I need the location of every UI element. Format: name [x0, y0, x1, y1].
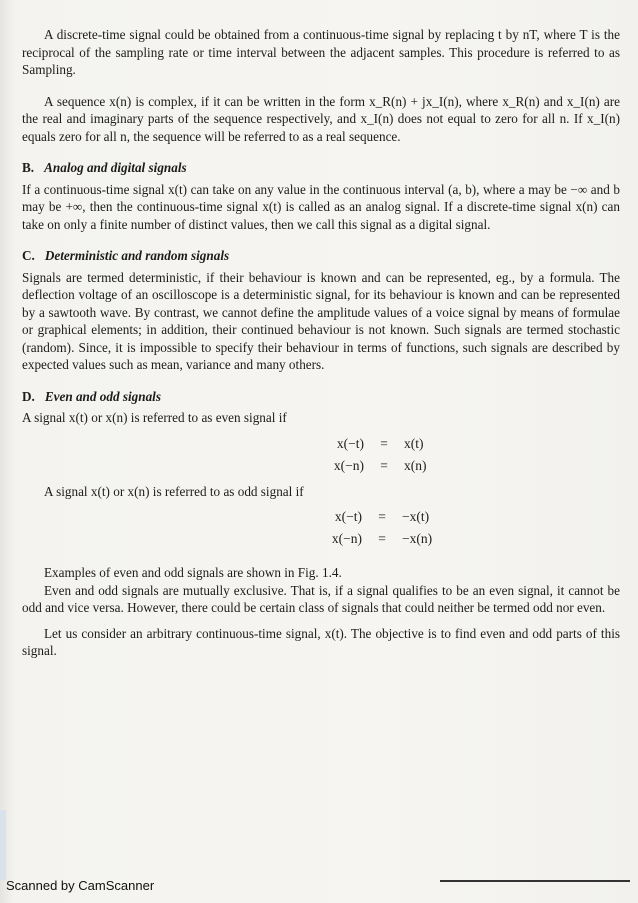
paragraph-complex-sequence: A sequence x(n) is complex, if it can be written in the form x_R(n) + jx_I(n), where x_R(n) and x_I(n) are the real and imaginary parts of the sequence respectively, and x_I(n) does not equal to zero for all n. If x_I(n) equals zero for all n, the sequence will be referred to as a real sequence. — [22, 93, 620, 144]
section-d-heading — [22, 388, 620, 406]
section-d-title: Even and odd signals — [44, 388, 161, 404]
section-c-text: Signals are termed deterministic, if their behaviour is known and can be represented, eg., by a formula. The deflection voltage of an oscilloscope is a deterministic signal, for its behaviour is known and can be represented by a sawtooth wave. By contrast, we cannot define the amplitude values of a voice signal by means of formulae or graphical elements; in addition, their continued behaviour is not known. Such signals are termed stochastic (random). Since, it is impossible to specify their behaviour in terms of functions, such signals are described by expected values such as mean, variance and many others. — [22, 269, 620, 372]
bottom-rule — [440, 880, 630, 882]
even-signal-equations — [274, 433, 620, 477]
section-b-heading — [22, 159, 620, 177]
section-c-title: Deterministic and random signals — [44, 248, 230, 263]
scan-edge-shadow — [0, 810, 6, 880]
eq-sign: = — [380, 435, 388, 451]
eq-sign: = — [378, 509, 386, 524]
eq-lhs: x(−n) — [331, 531, 362, 546]
odd-signal-intro: A signal x(t) or x(n) is referred to as odd signal if — [44, 483, 304, 499]
paragraph-sampling: A discrete-time signal could be obtained from a continuous-time signal by replacing t by nT, where T is the reciprocal of the sampling rate or time interval between the adjacent samples. This procedure is referred to as Sampling. — [22, 27, 620, 77]
eq-sign: = — [380, 457, 388, 473]
section-b-text: If a continuous-time signal x(t) can take on any value in the continuous interval (a, b), where a may be −∞ and b may be +∞, then the continuous-time signal x(t) is called as an analog signal. If a discrete-time signal x(n) can take on only a finite number of distinct values, then we call this signal as a digital signal. — [22, 181, 620, 232]
eq-rhs: −x(n) — [402, 531, 433, 546]
eq-rhs: −x(t) — [402, 509, 430, 524]
page-content — [22, 26, 620, 660]
mutually-exclusive-text: Even and odd signals are mutually exclusive. That is, if a signal qualifies to be an even signal, it cannot be odd and vice versa. However, there could be certain class of signals that could neither be termed odd nor even. — [22, 582, 620, 615]
eq-rhs: x(n) — [404, 457, 427, 473]
eq-rhs: x(t) — [404, 435, 424, 451]
eq-lhs: x(−t) — [334, 509, 362, 524]
consider-text: Let us consider an arbitrary continuous-time signal, x(t). The objective is to find even and odd parts of this signal. — [22, 625, 620, 658]
eq-lhs: x(−n) — [333, 457, 364, 473]
eq-lhs: x(−t) — [336, 435, 364, 451]
examples-text: Examples of even and odd signals are shown in Fig. 1.4. — [44, 565, 342, 580]
section-c-number: C. — [22, 248, 35, 263]
section-b-title: Analog and digital signals — [44, 160, 187, 175]
even-signal-intro: A signal x(t) or x(n) is referred to as even signal if — [22, 410, 287, 425]
eq-sign: = — [378, 531, 386, 546]
odd-signal-equations — [272, 506, 620, 550]
section-c-heading — [22, 247, 620, 265]
section-d-number: D. — [22, 388, 35, 404]
section-b-number: B. — [22, 160, 35, 175]
camscanner-watermark: Scanned by CamScanner — [6, 878, 155, 893]
